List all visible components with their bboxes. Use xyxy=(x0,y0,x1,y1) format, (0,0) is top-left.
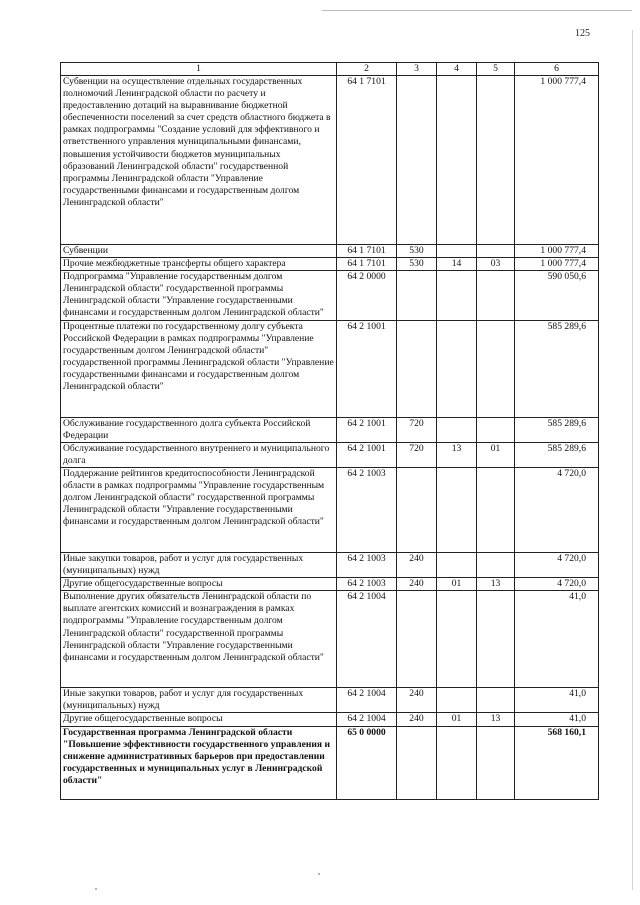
row-amount-cell: 41,0 xyxy=(515,713,599,726)
row-amount-cell: 1 000 777,4 xyxy=(515,258,599,271)
row-name-cell: Субвенции на осуществление отдельных государственных полномочий Ленинградской области по расчету и предоставлению дотаций на выравнивание бюджетной обеспеченности поселений за счет средств областного бюджета в рамках подпрограммы "Создание условий для эффективного и ответственного управления муниципальными финансами, повышения устойчивости бюджетов муниципальных образований Ленинградской области" государственной программы Ленинградской области "Управление государственными финансами и государственным долгом Ленинградской области" xyxy=(61,76,337,245)
row-col3-cell xyxy=(397,320,437,417)
row-code-cell: 64 2 1001 xyxy=(337,320,397,417)
table-row xyxy=(61,245,599,258)
row-col5-cell xyxy=(477,467,515,552)
row-col4-cell xyxy=(437,591,477,688)
table-row xyxy=(61,467,599,552)
row-name-cell: Государственная программа Ленинградской области "Повышение эффективности государственного управления и снижение административных барьеров при предоставлении государственных и муниципальных услуг в Ленинградской области" xyxy=(61,726,337,799)
row-amount-cell: 1 000 777,4 xyxy=(515,76,599,245)
row-col5-cell: 13 xyxy=(477,578,515,591)
row-name-cell: Обслуживание государственного долга субъекта Российской Федерации xyxy=(61,417,337,442)
table-row xyxy=(61,271,599,320)
row-code-cell: 65 0 0000 xyxy=(337,726,397,799)
row-name-cell: Субвенции xyxy=(61,245,337,258)
table-row xyxy=(61,578,599,591)
row-col5-cell xyxy=(477,552,515,577)
row-col5-cell: 01 xyxy=(477,442,515,467)
row-col3-cell: 720 xyxy=(397,442,437,467)
row-col4-cell xyxy=(437,245,477,258)
row-name-cell: Выполнение других обязательств Ленинградской области по выплате агентских комиссий и вознаграждения в рамках подпрограммы "Управление государственным долгом Ленинградской области" государственной программы Ленинградской области "Управление государственными финансами и государственным долгом Ленинградской области" xyxy=(61,591,337,688)
row-amount-cell: 1 000 777,4 xyxy=(515,245,599,258)
header-cell: 6 xyxy=(515,63,599,76)
table-row xyxy=(61,726,599,799)
row-name-cell: Другие общегосударственные вопросы xyxy=(61,713,337,726)
row-amount-cell: 4 720,0 xyxy=(515,467,599,552)
row-col4-cell: 01 xyxy=(437,578,477,591)
row-amount-cell: 4 720,0 xyxy=(515,552,599,577)
row-col3-cell: 240 xyxy=(397,552,437,577)
row-name-cell: Другие общегосударственные вопросы xyxy=(61,578,337,591)
row-amount-cell: 568 160,1 xyxy=(515,726,599,799)
header-cell: 5 xyxy=(477,63,515,76)
row-amount-cell: 41,0 xyxy=(515,591,599,688)
row-col3-cell xyxy=(397,467,437,552)
row-col5-cell: 13 xyxy=(477,713,515,726)
row-col4-cell xyxy=(437,726,477,799)
row-col4-cell: 01 xyxy=(437,713,477,726)
row-col3-cell: 240 xyxy=(397,688,437,713)
row-col5-cell xyxy=(477,688,515,713)
row-col4-cell xyxy=(437,271,477,320)
table-row xyxy=(61,552,599,577)
row-code-cell: 64 2 1001 xyxy=(337,417,397,442)
table-row xyxy=(61,591,599,688)
table-row xyxy=(61,688,599,713)
row-col4-cell xyxy=(437,467,477,552)
table-row xyxy=(61,76,599,245)
row-code-cell: 64 2 1003 xyxy=(337,467,397,552)
row-col5-cell xyxy=(477,76,515,245)
row-code-cell: 64 2 1003 xyxy=(337,552,397,577)
row-amount-cell: 4 720,0 xyxy=(515,578,599,591)
row-name-cell: Иные закупки товаров, работ и услуг для государственных (муниципальных) нужд xyxy=(61,552,337,577)
row-col5-cell xyxy=(477,591,515,688)
header-cell: 2 xyxy=(337,63,397,76)
row-col5-cell xyxy=(477,417,515,442)
row-name-cell: Обслуживание государственного внутреннего и муниципального долга xyxy=(61,442,337,467)
row-col3-cell: 530 xyxy=(397,258,437,271)
row-code-cell: 64 2 0000 xyxy=(337,271,397,320)
row-name-cell: Поддержание рейтингов кредитоспособности Ленинградской области в рамках подпрограммы "Управление государственным долгом Ленинградской области" государственной программы Ленинградской области "Управление государственными финансами и государственным долгом Ленинградской области" xyxy=(61,467,337,552)
row-name-cell: Иные закупки товаров, работ и услуг для государственных (муниципальных) нужд xyxy=(61,688,337,713)
row-name-cell: Прочие межбюджетные трансферты общего характера xyxy=(61,258,337,271)
row-amount-cell: 41,0 xyxy=(515,688,599,713)
row-col4-cell xyxy=(437,688,477,713)
budget-table xyxy=(60,62,599,800)
row-col4-cell: 14 xyxy=(437,258,477,271)
row-amount-cell: 590 050,6 xyxy=(515,271,599,320)
row-col4-cell xyxy=(437,417,477,442)
table-body xyxy=(61,76,599,800)
row-code-cell: 64 1 7101 xyxy=(337,258,397,271)
row-col3-cell xyxy=(397,726,437,799)
row-code-cell: 64 2 1001 xyxy=(337,442,397,467)
scan-speck xyxy=(318,873,320,875)
row-amount-cell: 585 289,6 xyxy=(515,320,599,417)
header-row xyxy=(61,63,599,76)
header-cell: 4 xyxy=(437,63,477,76)
table-row xyxy=(61,417,599,442)
table-row xyxy=(61,442,599,467)
row-amount-cell: 585 289,6 xyxy=(515,417,599,442)
table-row xyxy=(61,258,599,271)
row-col5-cell xyxy=(477,320,515,417)
page-number: 125 xyxy=(575,28,590,39)
row-col3-cell: 240 xyxy=(397,578,437,591)
row-col3-cell xyxy=(397,76,437,245)
table-row xyxy=(61,320,599,417)
row-col3-cell: 530 xyxy=(397,245,437,258)
row-name-cell: Процентные платежи по государственному долгу субъекта Российской Федерации в рамках подпрограммы "Управление государственным долгом Ленинградской области" государственной программы Ленинградской области "Управление государственными финансами и государственным долгом Ленинградской области" xyxy=(61,320,337,417)
row-col5-cell xyxy=(477,271,515,320)
top-scan-line xyxy=(322,10,632,11)
row-col5-cell: 03 xyxy=(477,258,515,271)
row-col3-cell: 240 xyxy=(397,713,437,726)
right-scan-edge xyxy=(632,30,633,890)
row-col5-cell xyxy=(477,245,515,258)
row-code-cell: 64 1 7101 xyxy=(337,245,397,258)
table-row xyxy=(61,713,599,726)
row-col3-cell xyxy=(397,271,437,320)
header-cell: 1 xyxy=(61,63,337,76)
row-code-cell: 64 2 1004 xyxy=(337,688,397,713)
row-col4-cell: 13 xyxy=(437,442,477,467)
row-col4-cell xyxy=(437,76,477,245)
row-col3-cell xyxy=(397,591,437,688)
header-cell: 3 xyxy=(397,63,437,76)
row-code-cell: 64 2 1004 xyxy=(337,713,397,726)
row-code-cell: 64 2 1004 xyxy=(337,591,397,688)
row-col4-cell xyxy=(437,320,477,417)
row-col5-cell xyxy=(477,726,515,799)
row-code-cell: 64 1 7101 xyxy=(337,76,397,245)
row-col3-cell: 720 xyxy=(397,417,437,442)
scan-speck xyxy=(95,888,97,890)
row-code-cell: 64 2 1003 xyxy=(337,578,397,591)
row-amount-cell: 585 289,6 xyxy=(515,442,599,467)
row-col4-cell xyxy=(437,552,477,577)
row-name-cell: Подпрограмма "Управление государственным долгом Ленинградской области" государственной программы Ленинградской области "Управление государственными финансами и государственным долгом Ленинградской области" xyxy=(61,271,337,320)
